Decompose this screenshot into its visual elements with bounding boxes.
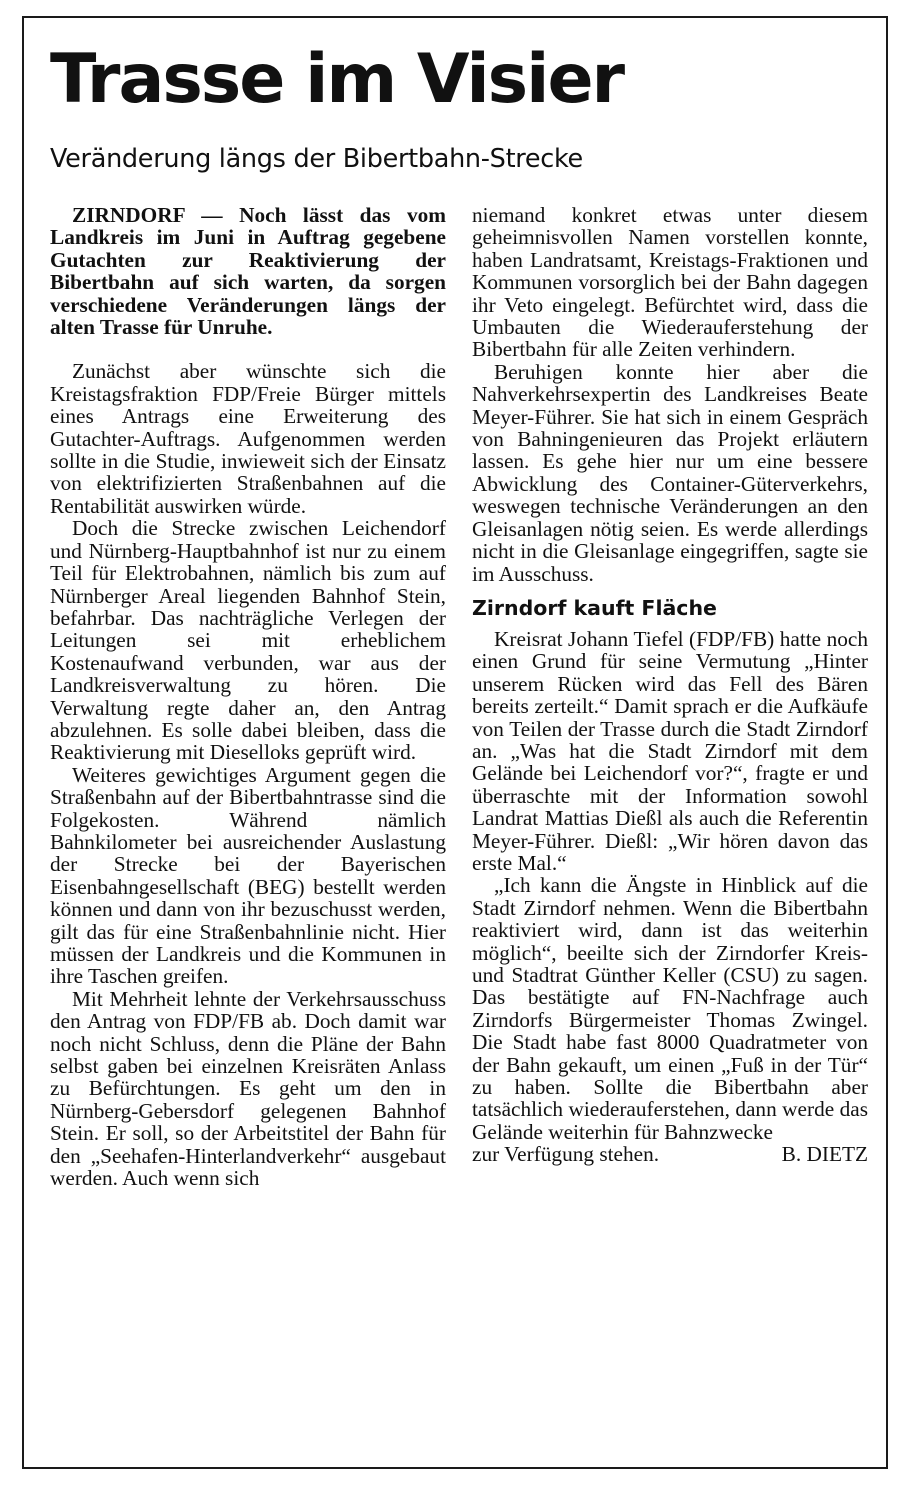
article-column-left — [50, 204, 446, 1189]
article-closing-line — [472, 1143, 868, 1165]
article-closing-text: zur Verfügung stehen. — [472, 1142, 660, 1167]
article-paragraph: Mit Mehrheit lehnte der Verkehrsausschuss den Antrag von FDP/FB ab. Doch damit war noch nicht Schluss, denn die Pläne der Bahn selbst gaben bei einzelnen Kreisräten Anlass zu Befürchtungen. Es geht um den in Nürnberg-Gebersdorf gelegenen Bahnhof Stein. Er soll, so der Arbeitstitel der Bahn für den „Seehafen-Hinterlandverkehr“ ausgebaut werden. Auch wenn sich — [50, 986, 446, 1191]
article-paragraph: niemand konkret etwas unter diesem geheimnisvollen Namen vorstellen konnte, haben Landratsamt, Kreistags-Fraktionen und Kommunen vorsorglich bei der Bahn dagegen ihr Veto eingelegt. Befürchtet wird, dass die Umbauten die Wiederauferstehung der Bibertbahn für alle Zeiten verhindern. — [472, 203, 868, 362]
article-paragraph: Zunächst aber wünschte sich die Kreistagsfraktion FDP/Freie Bürger mittels eines Antrags eine Erweiterung des Gutachter-Auftrags. Aufgenommen werden sollte in die Studie, inwieweit sich der Einsatz von elektrifizierten Straßenbahnen auf die Rentabilität auswirken würde. — [50, 359, 446, 518]
article-subheadline: Veränderung längs der Bibertbahn-Strecke — [50, 144, 583, 174]
article-lead: ZIRNDORF — Noch lässt das vom Landkreis im Juni in Auftrag gegebene Gutachten zur Reaktivierung der Bibertbahn auf sich warten, da sorgen verschiedene Veränderungen längs der alten Trasse für Unruhe. — [50, 203, 446, 340]
article-column-right — [472, 204, 868, 1166]
article-subhead: Zirndorf kauft Fläche — [472, 595, 717, 620]
article-paragraph: Kreisrat Johann Tiefel (FDP/FB) hatte noch einen Grund für seine Vermutung „Hinter unserem Rücken wird das Fell des Bären bereits zerteilt.“ Damit sprach er die Aufkäufe von Teilen der Trasse durch die Stadt Zirndorf an. „Was hat die Stadt Zirndorf mit dem Gelände bei Leichendorf vor?“, fragte er und überraschte mit der Information sowohl Landrat Mattias Dießl als auch die Referentin Meyer-Führer. Dießl: „Wir hören davon das erste Mal.“ — [472, 626, 868, 875]
article-paragraph: Weiteres gewichtiges Argument gegen die Straßenbahn auf der Bibertbahntrasse sind die Folgekosten. Während nämlich Bahnkilometer bei ausreichender Auslastung der Strecke bei der Bayerischen Eisenbahngesellschaft (BEG) bestellt werden können und dann von ihr bezuschusst werden, gilt das für eine Straßenbahnlinie nicht. Hier müssen der Landkreis und die Kommunen in ihre Taschen greifen. — [50, 762, 446, 989]
article-byline: B. DIETZ — [781, 1142, 868, 1167]
article-frame — [22, 16, 888, 1469]
article-headline: Trasse im Visier — [50, 40, 624, 119]
article-paragraph: Doch die Strecke zwischen Leichendorf und Nürnberg-Hauptbahnhof ist nur zu einem Teil für Elektrobahnen, nämlich bis zum auf Nürnberger Areal liegenden Bahnhof Stein, befahrbar. Das nachträgliche Verlegen der Leitungen sei mit erheblichem Kostenaufwand verbunden, war aus der Landkreisverwaltung zu hören. Die Verwaltung regte daher an, den Antrag abzulehnen. Es solle dabei bleiben, dass die Reaktivierung mit Dieselloks geprüft wird. — [50, 516, 446, 765]
article-paragraph: „Ich kann die Ängste in Hinblick auf die Stadt Zirndorf nehmen. Wenn die Bibertbahn reaktiviert wird, dann ist das weiterhin möglich“, beeilte sich der Zirndorfer Kreis- und Stadtrat Günther Keller (CSU) zu sagen. Das bestätigte auf FN-Nachfrage auch Zirndorfs Bürgermeister Thomas Zwingel. Die Stadt habe fast 8000 Quadratmeter von der Bahn gekauft, um einen „Fuß in der Tür“ zu haben. Sollte die Bibertbahn aber tatsächlich wiederauferstehen, dann werde das Gelände weiterhin für Bahnzwecke — [472, 873, 868, 1144]
article-paragraph: Beruhigen konnte hier aber die Nahverkehrsexpertin des Landkreises Beate Meyer-Führer. Sie hat sich in einem Gespräch von Bahningenieuren das Projekt erläutern lassen. Es gehe hier nur um eine bessere Abwicklung des Container-Güterverkehrs, weswegen technische Veränderungen an den Gleisanlagen nötig seien. Es werde allerdings nicht in die Gleisanlage eingegriffen, sagte sie im Ausschuss. — [472, 359, 868, 586]
